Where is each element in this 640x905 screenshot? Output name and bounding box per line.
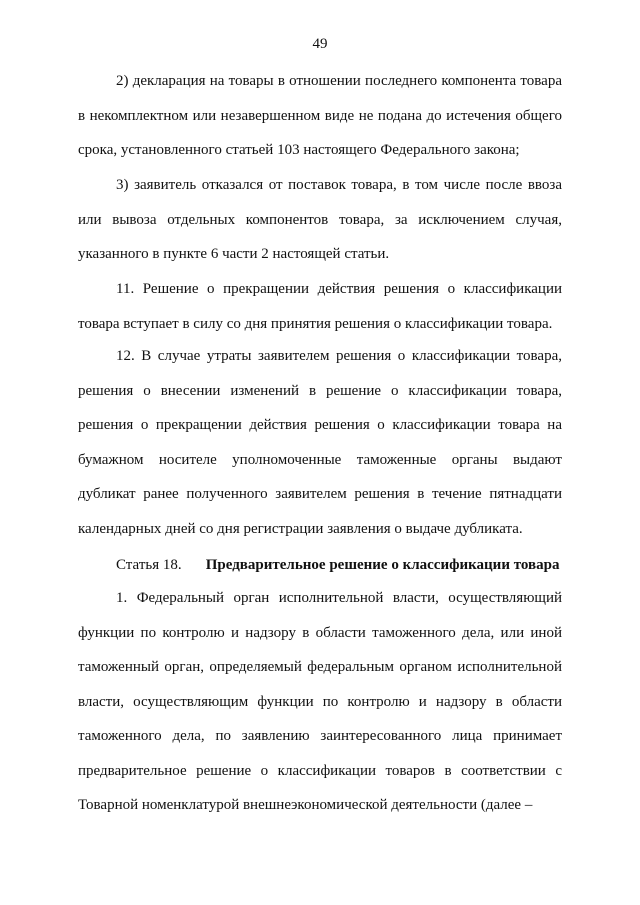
page-number: 49	[312, 36, 328, 52]
article-label: Статья 18.	[116, 557, 182, 573]
article-heading	[116, 548, 576, 583]
article-paragraph-1: 1. Федеральный орган исполнительной власти, осуществляющий функции по контролю и надзору в области таможенного дела, или иной таможенный орган, определяемый федеральным органом исполнительной власти, осуществляющим функции по контролю и надзору в области таможенного дела, по заявлению заинтересованного лица принимает предварительное решение о классификации товаров в соответствии с Товарной номенклатурой внешнеэкономической деятельности (далее –	[78, 590, 562, 813]
paragraph-item-3: 3) заявитель отказался от поставок товара, в том числе после ввоза или вывоза отдельных компонентов товара, за исключением случая, указанного в пункте 6 части 2 настоящей статьи.	[78, 177, 562, 262]
paragraph-item-2: 2) декларация на товары в отношении последнего компонента товара в некомплектном или незавершенном виде не подана до истечения общего срока, установленного статьей 103 настоящего Федерального закона;	[78, 73, 562, 158]
article-title: Предварительное решение о классификации товара	[205, 557, 560, 573]
paragraph-clause-11: 11. Решение о прекращении действия решения о классификации товара вступает в силу со дня принятия решения о классификации товара.	[78, 281, 562, 332]
paragraph-clause-12: 12. В случае утраты заявителем решения о классификации товара, решения о внесении изменений в решение о классификации товара, решения о прекращении действия решения о классификации товара на бумажном носителе уполномоченные таможенные органы выдают дубликат ранее полученного заявителем решения в течение пятнадцати календарных дней со дня регистрации заявления о выдаче дубликата.	[78, 348, 562, 537]
